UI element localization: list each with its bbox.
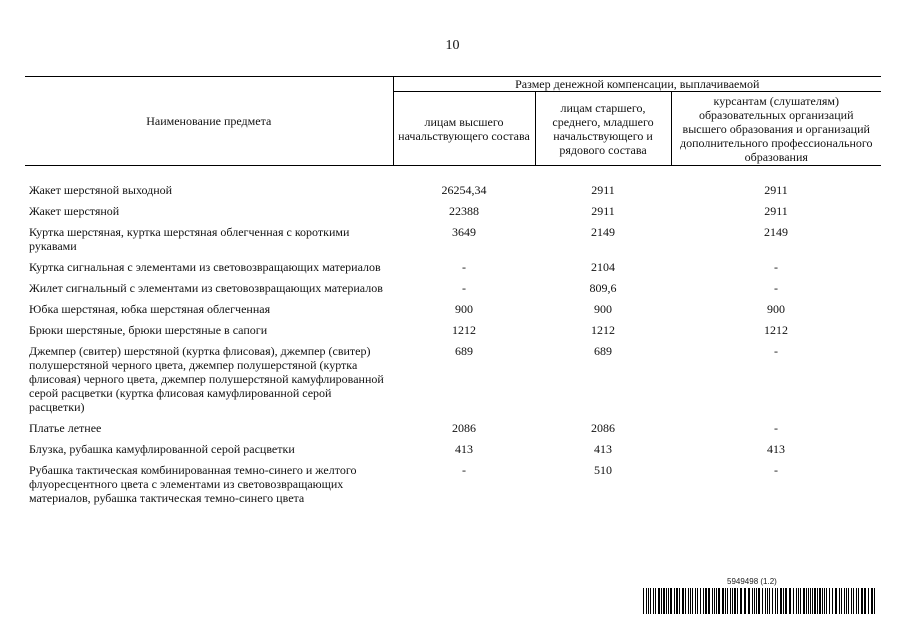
middle-staff-value: 2104 bbox=[591, 260, 615, 274]
table-row bbox=[25, 302, 881, 323]
middle-staff-value: 900 bbox=[594, 302, 612, 316]
cadets-value: 413 bbox=[767, 442, 785, 456]
middle-staff-value: 2911 bbox=[591, 183, 615, 197]
table-body bbox=[25, 166, 881, 513]
senior-staff-value: - bbox=[462, 281, 466, 295]
item-name-cell: Платье летнее bbox=[29, 421, 102, 435]
middle-staff-value: 2149 bbox=[591, 225, 615, 239]
senior-staff-value: - bbox=[462, 260, 466, 274]
senior-staff-value: 689 bbox=[455, 344, 473, 358]
table-row bbox=[25, 344, 881, 421]
cadets-value: 900 bbox=[767, 302, 785, 316]
senior-staff-value: 3649 bbox=[452, 225, 476, 239]
table-row bbox=[25, 442, 881, 463]
table-row bbox=[25, 225, 881, 260]
senior-staff-value: 413 bbox=[455, 442, 473, 456]
item-name-cell: Куртка сигнальная с элементами из световозвращающих материалов bbox=[29, 260, 381, 274]
compensation-table bbox=[25, 76, 881, 512]
middle-staff-header: лицам старшего, среднего, младшего начальствующего и рядового состава bbox=[535, 92, 671, 166]
compensation-group-header: Размер денежной компенсации, выплачиваемой bbox=[393, 77, 881, 92]
cadets-value: - bbox=[774, 463, 778, 477]
cadets-value: 2911 bbox=[764, 204, 788, 218]
senior-staff-header: лицам высшего начальствующего состава bbox=[393, 92, 535, 166]
item-name-cell: Юбка шерстяная, юбка шерстяная облегченная bbox=[29, 302, 271, 316]
table-row bbox=[25, 204, 881, 225]
middle-staff-value: 689 bbox=[594, 344, 612, 358]
item-name-cell: Жилет сигнальный с элементами из световозвращающих материалов bbox=[29, 281, 383, 295]
page-number: 10 bbox=[445, 38, 460, 53]
middle-staff-value: 809,6 bbox=[589, 281, 617, 295]
table-row bbox=[25, 260, 881, 281]
item-name-cell: Блузка, рубашка камуфлированной серой расцветки bbox=[29, 442, 295, 456]
cadets-value: - bbox=[774, 421, 778, 435]
item-name-cell: Жакет шерстяной bbox=[29, 204, 120, 218]
item-name-cell: Жакет шерстяной выходной bbox=[29, 183, 173, 197]
middle-staff-value: 2911 bbox=[591, 204, 615, 218]
senior-staff-value: 1212 bbox=[452, 323, 476, 337]
barcode bbox=[643, 578, 879, 616]
cadets-value: 2911 bbox=[764, 183, 788, 197]
table-row bbox=[25, 281, 881, 302]
table-row bbox=[25, 463, 881, 512]
cadets-value: 2149 bbox=[764, 225, 788, 239]
table-row bbox=[25, 166, 881, 205]
barcode-text: 5949498 (1.2) bbox=[727, 577, 777, 586]
senior-staff-value: 26254,34 bbox=[441, 183, 487, 197]
senior-staff-value: 22388 bbox=[449, 204, 479, 218]
senior-staff-value: 900 bbox=[455, 302, 473, 316]
barcode-icon bbox=[643, 588, 879, 614]
item-name-cell: Джемпер (свитер) шерстяной (куртка флисовая), джемпер (свитер) полушерстяной черного цвета, джемпер полушерстяной (куртка флисовая) черного цвета, джемпер полушерстяной камуфлированной серой расцветки (куртка флисовая камуфлированной серой расцветки) bbox=[29, 344, 384, 414]
item-name-cell: Брюки шерстяные, брюки шерстяные в сапоги bbox=[29, 323, 268, 337]
middle-staff-value: 2086 bbox=[591, 421, 615, 435]
table-row bbox=[25, 323, 881, 344]
middle-staff-value: 413 bbox=[594, 442, 612, 456]
cadets-header: курсантам (слушателям) образовательных организаций высшего образования и организаций дополнительного профессионального образования bbox=[671, 92, 881, 166]
cadets-value: - bbox=[774, 344, 778, 358]
middle-staff-value: 1212 bbox=[591, 323, 615, 337]
cadets-value: 1212 bbox=[764, 323, 788, 337]
item-name-cell: Рубашка тактическая комбинированная темно-синего и желтого флуоресцентного цвета с элементами из световозвращающих материалов, рубашка тактическая темно-синего цвета bbox=[29, 463, 357, 505]
item-name-cell: Куртка шерстяная, куртка шерстяная облегченная с короткими рукавами bbox=[29, 225, 350, 253]
table-row bbox=[25, 421, 881, 442]
cadets-value: - bbox=[774, 281, 778, 295]
item-name-header: Наименование предмета bbox=[25, 77, 393, 166]
cadets-value: - bbox=[774, 260, 778, 274]
senior-staff-value: 2086 bbox=[452, 421, 476, 435]
middle-staff-value: 510 bbox=[594, 463, 612, 477]
senior-staff-value: - bbox=[462, 463, 466, 477]
